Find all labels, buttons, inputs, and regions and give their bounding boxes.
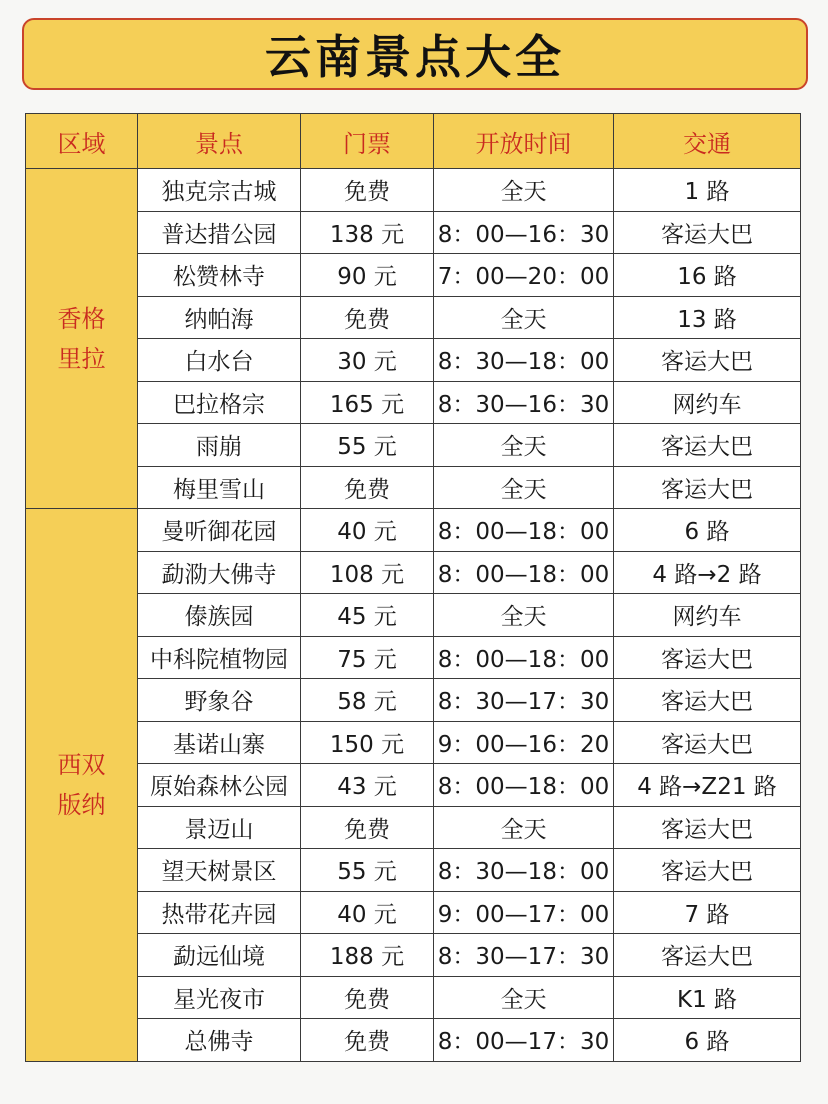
transport-cell: 客运大巴 (614, 679, 801, 722)
attractions-table (25, 113, 801, 1062)
spot-cell: 基诺山寨 (138, 721, 301, 764)
spot-cell: 景迈山 (138, 806, 301, 849)
transport-cell: 13 路 (614, 296, 801, 339)
region-name-line2: 版纳 (57, 790, 106, 819)
table-row (26, 1019, 801, 1062)
table-row (26, 339, 801, 382)
ticket-cell: 150 元 (301, 721, 434, 764)
header-transport: 交通 (614, 114, 801, 169)
hours-cell: 8：00—18：00 (434, 551, 614, 594)
hours-cell: 8：00—18：00 (434, 636, 614, 679)
transport-cell: 6 路 (614, 509, 801, 552)
region-cell (26, 509, 138, 1062)
ticket-cell: 138 元 (301, 211, 434, 254)
ticket-cell: 58 元 (301, 679, 434, 722)
transport-cell: 客运大巴 (614, 211, 801, 254)
ticket-cell: 免费 (301, 169, 434, 212)
transport-cell: 客运大巴 (614, 721, 801, 764)
table-row (26, 891, 801, 934)
spot-cell: 野象谷 (138, 679, 301, 722)
transport-cell: 客运大巴 (614, 806, 801, 849)
table-row (26, 594, 801, 637)
hours-cell: 8：00—17：30 (434, 1019, 614, 1062)
spot-cell: 松赞林寺 (138, 254, 301, 297)
table-row (26, 254, 801, 297)
table-row (26, 169, 801, 212)
hours-cell: 8：30—17：30 (434, 934, 614, 977)
ticket-cell: 55 元 (301, 424, 434, 467)
region-name-line1: 香格 (57, 304, 106, 333)
spot-cell: 热带花卉园 (138, 891, 301, 934)
spot-cell: 勐泐大佛寺 (138, 551, 301, 594)
table-row (26, 211, 801, 254)
transport-cell: 客运大巴 (614, 339, 801, 382)
transport-cell: 客运大巴 (614, 849, 801, 892)
table-row (26, 849, 801, 892)
hours-cell: 9：00—16：20 (434, 721, 614, 764)
hours-cell: 9：00—17：00 (434, 891, 614, 934)
hours-cell: 8：30—17：30 (434, 679, 614, 722)
page-title: 云南景点大全 (265, 30, 565, 84)
region-cell (26, 169, 138, 509)
table-row (26, 424, 801, 467)
table-row (26, 509, 801, 552)
ticket-cell: 75 元 (301, 636, 434, 679)
header-hours: 开放时间 (434, 114, 614, 169)
spot-cell: 勐远仙境 (138, 934, 301, 977)
table-row (26, 934, 801, 977)
table-row (26, 679, 801, 722)
header-spot: 景点 (138, 114, 301, 169)
spot-cell: 雨崩 (138, 424, 301, 467)
title-banner (22, 18, 808, 90)
hours-cell: 全天 (434, 594, 614, 637)
ticket-cell: 免费 (301, 976, 434, 1019)
table-row (26, 466, 801, 509)
transport-cell: 网约车 (614, 594, 801, 637)
spot-cell: 纳帕海 (138, 296, 301, 339)
ticket-cell: 45 元 (301, 594, 434, 637)
hours-cell: 全天 (434, 466, 614, 509)
transport-cell: 6 路 (614, 1019, 801, 1062)
ticket-cell: 免费 (301, 466, 434, 509)
hours-cell: 全天 (434, 296, 614, 339)
header-ticket: 门票 (301, 114, 434, 169)
table-header-row (26, 114, 801, 169)
table-row (26, 721, 801, 764)
table-row (26, 806, 801, 849)
transport-cell: 客运大巴 (614, 466, 801, 509)
hours-cell: 8：30—18：00 (434, 339, 614, 382)
transport-cell: K1 路 (614, 976, 801, 1019)
region-name-line1: 西双 (57, 750, 106, 779)
ticket-cell: 免费 (301, 296, 434, 339)
table-body (26, 169, 801, 1062)
transport-cell: 客运大巴 (614, 636, 801, 679)
spot-cell: 原始森林公园 (138, 764, 301, 807)
spot-cell: 白水台 (138, 339, 301, 382)
hours-cell: 8：00—16：30 (434, 211, 614, 254)
ticket-cell: 55 元 (301, 849, 434, 892)
ticket-cell: 90 元 (301, 254, 434, 297)
transport-cell: 16 路 (614, 254, 801, 297)
spot-cell: 曼听御花园 (138, 509, 301, 552)
region-name-line2: 里拉 (57, 344, 106, 373)
table-row (26, 636, 801, 679)
ticket-cell: 免费 (301, 806, 434, 849)
spot-cell: 普达措公园 (138, 211, 301, 254)
hours-cell: 全天 (434, 169, 614, 212)
ticket-cell: 40 元 (301, 891, 434, 934)
ticket-cell: 30 元 (301, 339, 434, 382)
table-row (26, 764, 801, 807)
table-row (26, 976, 801, 1019)
spot-cell: 总佛寺 (138, 1019, 301, 1062)
spot-cell: 星光夜市 (138, 976, 301, 1019)
transport-cell: 4 路→Z21 路 (614, 764, 801, 807)
ticket-cell: 40 元 (301, 509, 434, 552)
table-row (26, 551, 801, 594)
ticket-cell: 43 元 (301, 764, 434, 807)
table-row (26, 296, 801, 339)
spot-cell: 巴拉格宗 (138, 381, 301, 424)
ticket-cell: 免费 (301, 1019, 434, 1062)
hours-cell: 7：00—20：00 (434, 254, 614, 297)
transport-cell: 4 路→2 路 (614, 551, 801, 594)
transport-cell: 网约车 (614, 381, 801, 424)
ticket-cell: 165 元 (301, 381, 434, 424)
spot-cell: 中科院植物园 (138, 636, 301, 679)
header-region: 区域 (26, 114, 138, 169)
hours-cell: 8：30—16：30 (434, 381, 614, 424)
hours-cell: 全天 (434, 424, 614, 467)
ticket-cell: 108 元 (301, 551, 434, 594)
hours-cell: 8：30—18：00 (434, 849, 614, 892)
spot-cell: 望天树景区 (138, 849, 301, 892)
hours-cell: 8：00—18：00 (434, 764, 614, 807)
transport-cell: 7 路 (614, 891, 801, 934)
transport-cell: 1 路 (614, 169, 801, 212)
hours-cell: 全天 (434, 976, 614, 1019)
ticket-cell: 188 元 (301, 934, 434, 977)
table-row (26, 381, 801, 424)
transport-cell: 客运大巴 (614, 934, 801, 977)
transport-cell: 客运大巴 (614, 424, 801, 467)
spot-cell: 傣族园 (138, 594, 301, 637)
hours-cell: 全天 (434, 806, 614, 849)
hours-cell: 8：00—18：00 (434, 509, 614, 552)
spot-cell: 梅里雪山 (138, 466, 301, 509)
spot-cell: 独克宗古城 (138, 169, 301, 212)
